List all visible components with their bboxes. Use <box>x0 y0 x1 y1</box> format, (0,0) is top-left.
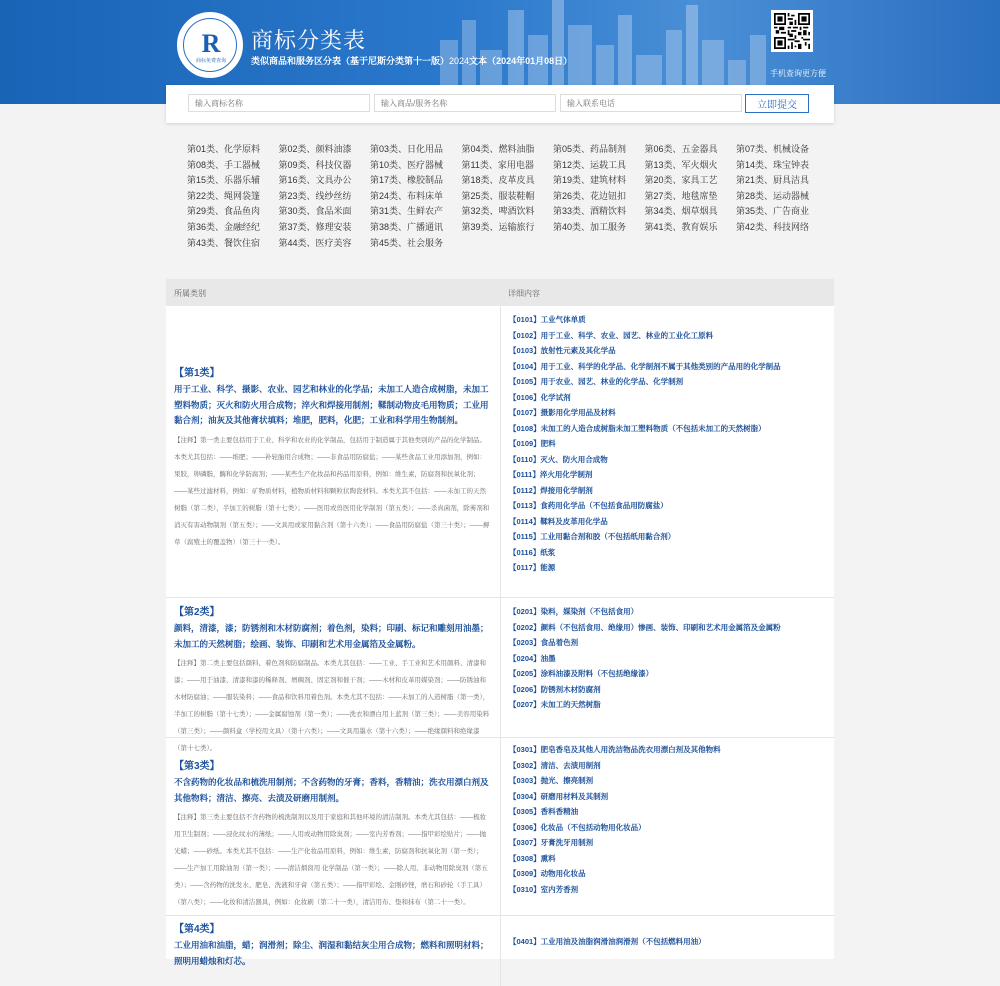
category-link[interactable]: 第35类、广告商业 <box>736 206 810 217</box>
class-title[interactable]: 【第2类】 <box>174 607 220 618</box>
subclass-item[interactable]: 【0117】能源 <box>509 563 556 572</box>
goods-service-input[interactable] <box>374 94 556 112</box>
subclass-item[interactable]: 【0305】香料香精油 <box>509 807 579 816</box>
qr-code <box>771 10 813 52</box>
phone-input[interactable] <box>560 94 742 112</box>
category-link[interactable]: 第05类、药品制剂 <box>553 144 627 154</box>
class-description: 颜料，清漆，漆；防锈剂和木材防腐剂；着色剂，染料；印刷、标记和雕刻用油墨；未加工的天然树脂；绘画、装饰、印刷和艺术用金属箔及金属粉。 <box>174 623 489 649</box>
category-link[interactable]: 第11类、家用电器 <box>461 159 534 170</box>
subclass-item[interactable]: 【0301】肥皂香皂及其他人用洗洁物品洗衣用漂白剂及其他物料 <box>509 745 721 754</box>
category-link[interactable]: 第04类、燃料油脂 <box>461 144 535 154</box>
subclass-item[interactable]: 【0103】放射性元素及其化学品 <box>509 346 616 355</box>
category-link[interactable]: 第01类、化学原料 <box>187 144 261 154</box>
category-cell <box>174 605 492 757</box>
submit-button[interactable]: 立即提交 <box>745 94 809 113</box>
category-link[interactable]: 第03类、日化用品 <box>370 144 444 154</box>
subclass-item[interactable]: 【0303】抛光、擦亮制剂 <box>509 776 594 785</box>
logo-ring <box>183 18 237 72</box>
category-link[interactable]: 第16类、文具办公 <box>278 175 352 186</box>
class-note: 【注释】第二类主要包括颜料、着色剂和防腐制品。本类尤其包括：——工业、手工业和艺术用颜料、清漆和漆；——用于油漆、清漆和漆的稀释剂、增稠剂、固定剂和催干剂；——木材和皮革用媒染剂；——防锈油和木材防腐油；——服装染料；——食品和饮料用着色剂。本类尤其不包括：——未加工的人造树脂（第一类），半加工的树脂（第十七类）；——金属腐蚀剂（第一类）；——洗衣和漂白用上蓝剂（第三类）；——美容用染料（第三类）；——颜料盒（学校用文具）（第十六类）；——文具用墨水（第十六类）；——绝缘颜料和绝缘漆（第十七类）。 <box>174 660 490 752</box>
category-link[interactable]: 第15类、乐器乐辅 <box>187 175 261 186</box>
qr-label: 手机查询更方便 <box>770 69 826 78</box>
category-cell <box>174 922 492 969</box>
subclass-item[interactable]: 【0113】食药用化学品（不包括食品用防腐盐） <box>509 501 668 510</box>
subclass-item[interactable]: 【0309】动物用化妆品 <box>509 869 586 878</box>
class-title[interactable]: 【第4类】 <box>174 924 220 935</box>
category-link[interactable]: 第09类、科技仪器 <box>278 159 352 170</box>
category-link[interactable]: 第22类、绳网袋篷 <box>187 190 261 201</box>
class-title[interactable]: 【第3类】 <box>174 761 220 772</box>
category-link[interactable]: 第29类、食品鱼肉 <box>187 206 261 217</box>
category-link[interactable]: 第06类、五金器具 <box>644 144 718 154</box>
table-row <box>166 738 834 916</box>
subclass-item[interactable]: 【0107】摄影用化学用品及材料 <box>509 408 616 417</box>
subclass-item[interactable]: 【0202】颜料（不包括食用、绝缘用）惨画、装饰、印刷和艺术用金属箔及金属粉 <box>509 622 781 632</box>
class-description: 工业用油和油脂，蜡；润滑剂；除尘、润湿和黏结灰尘用合成物；燃料和照明材料；照明用蜡烛和灯芯。 <box>174 940 489 966</box>
category-link[interactable]: 第14类、珠宝钟表 <box>736 159 810 170</box>
category-cell <box>174 759 492 911</box>
class-description: 用于工业、科学、摄影、农业、园艺和林业的化学品；未加工人造合成树脂，未加工塑料物质；灭火和防火用合成物；淬火和焊接用制剂；鞣制动物皮毛用物质；工业用黏合剂；油灰及其他膏状填料；堆肥，肥料，化肥；工业和科学用生物制剂。 <box>174 384 489 425</box>
subtitle-tail: 文本（ <box>469 56 497 66</box>
subclass-item[interactable]: 【0206】防锈剂木材防腐剂 <box>509 684 601 694</box>
subtitle-main: 类似商品和服务区分表（基于尼斯分类第十一版） <box>251 56 450 66</box>
category-link[interactable]: 第32类、啤酒饮料 <box>461 206 535 217</box>
category-link[interactable]: 第07类、机械设备 <box>736 144 810 154</box>
site-logo[interactable] <box>177 12 243 78</box>
category-link[interactable]: 第26类、花边钮扣 <box>553 190 627 201</box>
category-link[interactable]: 第40类、加工服务 <box>553 222 627 232</box>
category-link[interactable]: 第21类、厨具洁具 <box>736 175 810 186</box>
category-link[interactable]: 第30类、食品米面 <box>278 206 352 217</box>
class-title[interactable]: 【第1类】 <box>174 368 220 379</box>
subclass-item[interactable]: 【0112】焊接用化学制剂 <box>509 485 593 495</box>
category-link[interactable]: 第45类、社会服务 <box>370 237 444 248</box>
class-note: 【注释】第三类主要包括不含药物的梳洗制剂以及用于家庭和其他环境的清洁制剂。本类尤其包括：——梳妆用卫生制剂；——浸化纹水的薄纸；——人用或动物用除臭剂；——室内芳香剂；——指甲彩绘贴片；——抛光蜡；——砂纸。本类尤其不包括：——生产化妆品用原料，例如：维生素，防腐剂和抗氧化剂（第一类）；——生产加工用除油剂（第一类）；——清洁烟囱用 化学制品（第一类）；——除人用、非动物用除臭剂（第五类）；——含药物的洗发水、肥皂、洗液和牙膏（第五类）；——指甲彩绘、金刚砂锉，磨石和砂轮（手工具）（第八类）；——化妆和清洁器具，例如：化妆刷（第二十一类），清洁用布、垫和抹布（第二十一类）。 <box>174 814 488 906</box>
qr-code-icon <box>774 13 810 49</box>
category-link[interactable]: 第17类、橡胶制品 <box>370 175 444 186</box>
category-link[interactable]: 第39类、运输旅行 <box>461 222 535 232</box>
category-link[interactable]: 第25类、服装鞋帽 <box>461 190 535 201</box>
category-link[interactable]: 第37类、修理安装 <box>278 222 352 232</box>
category-link[interactable]: 第43类、餐饮住宿 <box>187 237 261 248</box>
category-link[interactable]: 第24类、布料床单 <box>370 190 444 201</box>
subclass-item[interactable]: 【0101】工业气体单质 <box>509 315 586 324</box>
category-link[interactable]: 第27类、地毯席垫 <box>644 190 718 201</box>
category-cell <box>174 366 492 551</box>
subclass-item[interactable]: 【0304】研磨用材料及其制剂 <box>509 791 609 801</box>
subclass-item[interactable]: 【0302】清洁、去渍用制剂 <box>509 760 601 770</box>
category-link[interactable]: 第42类、科技网络 <box>736 222 810 232</box>
subclass-item[interactable]: 【0205】涂料油漆及附料（不包括绝缘漆） <box>509 669 654 678</box>
category-link[interactable]: 第18类、皮革皮具 <box>461 175 535 186</box>
category-link[interactable]: 第20类、家具工艺 <box>644 175 718 186</box>
category-link[interactable]: 第08类、手工器械 <box>187 159 261 170</box>
page-subtitle <box>251 54 572 67</box>
subclass-item[interactable]: 【0110】灭火、防火用合成物 <box>509 454 608 464</box>
subtitle-end: ） <box>563 56 573 66</box>
category-link[interactable]: 第44类、医疗美容 <box>278 237 352 248</box>
subclass-item[interactable]: 【0201】染料，媒染剂（不包括食用） <box>509 607 639 616</box>
subclass-item[interactable]: 【0207】未加工的天然树脂 <box>509 700 601 709</box>
category-link[interactable]: 第41类、教育娱乐 <box>644 222 718 232</box>
subclass-item[interactable]: 【0115】工业用黏合剂和胶（不包括纸用黏合剂） <box>509 532 676 541</box>
subclass-item[interactable]: 【0306】化妆品（不包括动物用化妆品） <box>509 822 646 832</box>
detail-cell <box>509 312 829 576</box>
subclass-item[interactable]: 【0116】纸浆 <box>509 547 556 557</box>
subclass-item[interactable]: 【0108】未加工的人造合成树脂未加工塑料物质（不包括未加工的天然树脂） <box>509 423 766 433</box>
brand-name-input[interactable] <box>188 94 370 112</box>
detail-cell <box>509 604 829 713</box>
category-link[interactable]: 第31类、生鲜农产 <box>370 206 444 217</box>
subclass-item[interactable]: 【0104】用于工业、科学的化学品、化学制剂不属于其他类别的产品用的化学制品 <box>509 361 781 371</box>
subclass-item[interactable]: 【0307】牙膏洗牙用制剂 <box>509 838 594 847</box>
table-row <box>166 306 834 598</box>
class-note: 【注释】第一类主要包括用于工业、科学和农业的化学制品，包括用于制造属于其他类别的产品的化学制品。本类尤其包括：——堆肥；——补轮胎用合成物；——非食品用防腐盐；——某些食品工业用添加剂，例如：果胶，卵磷脂，酶和化学防腐剂；——某些生产化妆品和药品用原料，例如：维生素，防腐剂和抗氧化剂；——某些过滤材料，例如：矿物质材料，植物质材料和颗粒状陶瓷材料。本类尤其不包括：——未加工的天然树脂（第二类），半加工的树脂（第十七类）；——医用或兽医用化学制剂（第五类）；——杀真菌剂，除莠剂和消灭有害动物制剂（第五类）；——文具用或家用黏合剂（第十六类）；——食品用防腐盐（第三十类）；——褥草（腐殖土的覆盖物）（第三十一类）。 <box>174 436 490 546</box>
category-link[interactable]: 第10类、医疗器械 <box>370 159 444 170</box>
category-link[interactable]: 第36类、金融经纪 <box>187 222 261 232</box>
category-link[interactable]: 第13类、军火烟火 <box>644 159 718 170</box>
subclass-item[interactable]: 【0102】用于工业、科学、农业、园艺、林业的工业化工原料 <box>509 330 714 340</box>
page-title: 商标分类表 <box>251 28 367 53</box>
category-link[interactable]: 第33类、酒精饮料 <box>553 206 627 217</box>
category-link[interactable]: 第23类、线纱丝纺 <box>278 190 352 201</box>
detail-cell <box>509 934 829 950</box>
subtitle-date: 2024年01月08日 <box>496 56 564 66</box>
category-link[interactable]: 第34类、烟草烟具 <box>644 206 718 217</box>
category-link[interactable]: 第28类、运动器械 <box>736 190 810 201</box>
classification-table <box>166 279 834 966</box>
logo-letter: R <box>201 29 221 58</box>
search-panel <box>166 85 834 123</box>
logo-text: 商标免费查询 <box>195 58 226 64</box>
subclass-item[interactable]: 【0111】淬火用化学制剂 <box>509 470 593 479</box>
class-description: 不含药物的化妆品和梳洗用制剂；不含药物的牙膏；香料，香精油；洗衣用漂白剂及其他物料；清洁、擦亮、去渍及研磨用制剂。 <box>174 777 489 803</box>
column-header-category: 所属类别 <box>174 289 206 298</box>
subclass-item[interactable]: 【0114】鞣料及皮革用化学品 <box>509 516 608 526</box>
table-row <box>166 916 834 976</box>
detail-cell <box>509 742 829 897</box>
category-link[interactable]: 第12类、运载工具 <box>553 159 627 170</box>
subtitle-year: 2024 <box>449 56 470 66</box>
subclass-item[interactable]: 【0401】工业用油及油脂润滑油润滑剂（不包括燃料用油） <box>509 937 706 946</box>
category-link[interactable]: 第38类、广播通讯 <box>370 222 444 232</box>
subclass-item[interactable]: 【0204】油墨 <box>509 653 556 663</box>
subclass-item[interactable]: 【0310】室内芳香剂 <box>509 884 579 894</box>
subclass-item[interactable]: 【0106】化学试剂 <box>509 392 571 402</box>
column-header-detail: 详细内容 <box>508 289 540 298</box>
subclass-item[interactable]: 【0203】食品着色剂 <box>509 638 579 647</box>
subclass-item[interactable]: 【0308】熏料 <box>509 853 556 863</box>
subclass-item[interactable]: 【0105】用于农业、园艺、林业的化学品、化学制剂 <box>509 377 684 386</box>
subclass-item[interactable]: 【0109】肥料 <box>509 439 556 448</box>
table-header <box>166 279 834 306</box>
category-link[interactable]: 第02类、颜料油漆 <box>278 144 352 154</box>
category-link[interactable]: 第19类、建筑材料 <box>553 175 627 186</box>
